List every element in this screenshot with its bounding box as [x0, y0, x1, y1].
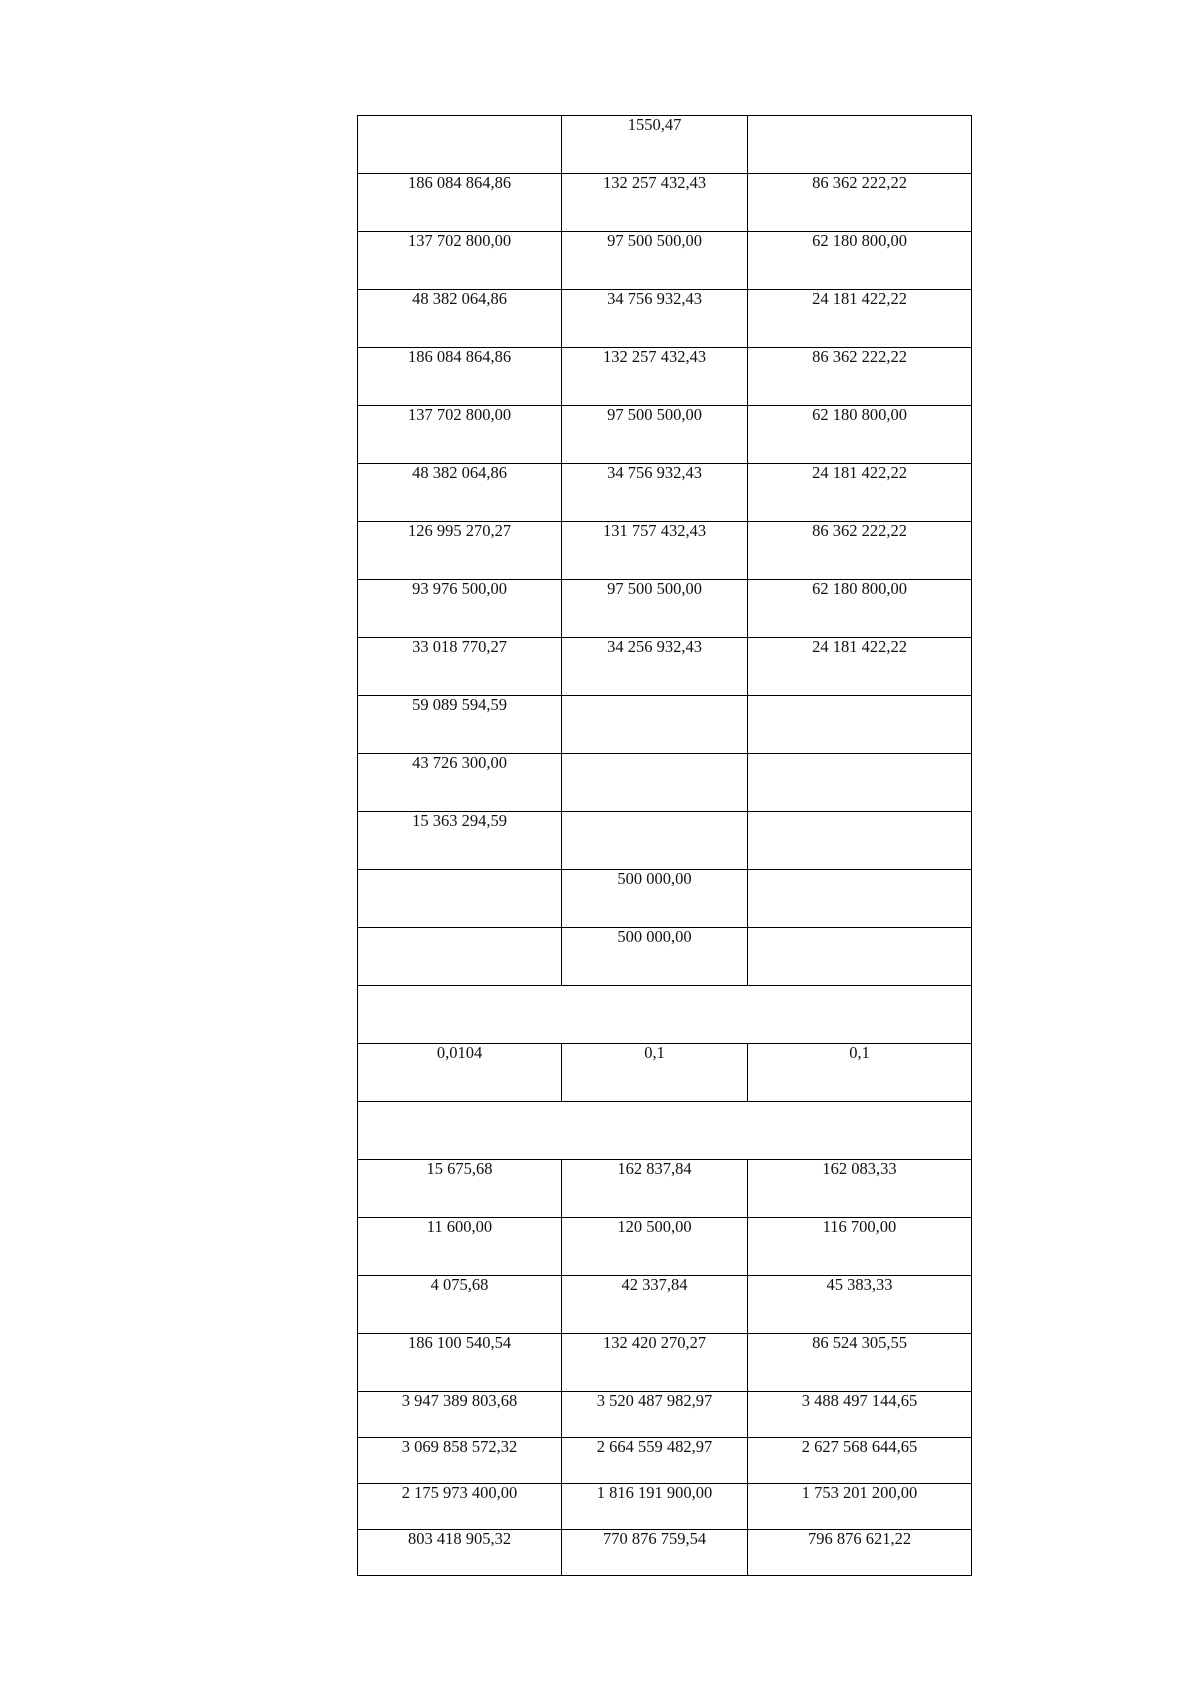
- table-cell: [748, 754, 972, 812]
- table-cell: 34 256 932,43: [562, 638, 748, 696]
- data-table: [357, 115, 972, 1576]
- table-row: [358, 174, 972, 232]
- table-row: [358, 1334, 972, 1392]
- table-cell: [358, 116, 562, 174]
- table-cell: 15 675,68: [358, 1160, 562, 1218]
- table-row: [358, 232, 972, 290]
- table-row: [358, 870, 972, 928]
- table-cell: 1550,47: [562, 116, 748, 174]
- table-row: [358, 580, 972, 638]
- table-cell: 186 100 540,54: [358, 1334, 562, 1392]
- table-cell: 3 069 858 572,32: [358, 1438, 562, 1484]
- table-row: [358, 1438, 972, 1484]
- table-cell: 186 084 864,86: [358, 348, 562, 406]
- table-row: [358, 290, 972, 348]
- table-cell: 1 816 191 900,00: [562, 1484, 748, 1530]
- table-cell: 116 700,00: [748, 1218, 972, 1276]
- table-cell: 3 520 487 982,97: [562, 1392, 748, 1438]
- table-cell: 162 083,33: [748, 1160, 972, 1218]
- table-cell: [358, 870, 562, 928]
- table-cell: 137 702 800,00: [358, 406, 562, 464]
- table-row: [358, 1484, 972, 1530]
- table-cell: 34 756 932,43: [562, 464, 748, 522]
- table-cell: 62 180 800,00: [748, 406, 972, 464]
- table-row: [358, 928, 972, 986]
- table-cell: 132 257 432,43: [562, 348, 748, 406]
- table-cell: 132 420 270,27: [562, 1334, 748, 1392]
- table-cell: 120 500,00: [562, 1218, 748, 1276]
- table-row: [358, 1392, 972, 1438]
- table-row: [358, 1160, 972, 1218]
- table-cell: 15 363 294,59: [358, 812, 562, 870]
- table-cell: 2 175 973 400,00: [358, 1484, 562, 1530]
- table-cell: 186 084 864,86: [358, 174, 562, 232]
- table-cell: 93 976 500,00: [358, 580, 562, 638]
- table-row: [358, 406, 972, 464]
- table-cell: 0,0104: [358, 1044, 562, 1102]
- table-cell: 132 257 432,43: [562, 174, 748, 232]
- table-cell: 34 756 932,43: [562, 290, 748, 348]
- table-cell: 500 000,00: [562, 870, 748, 928]
- table-row: [358, 1044, 972, 1102]
- table-cell: 131 757 432,43: [562, 522, 748, 580]
- table-row: [358, 116, 972, 174]
- table-cell: 3 488 497 144,65: [748, 1392, 972, 1438]
- table-cell: [562, 754, 748, 812]
- table-cell: 97 500 500,00: [562, 580, 748, 638]
- table-row: [358, 754, 972, 812]
- table-cell: 48 382 064,86: [358, 290, 562, 348]
- table-cell: 137 702 800,00: [358, 232, 562, 290]
- table-row: [358, 696, 972, 754]
- table-cell: 11 600,00: [358, 1218, 562, 1276]
- table-cell: 86 524 305,55: [748, 1334, 972, 1392]
- table-cell-merged: [358, 986, 972, 1044]
- table-cell: 97 500 500,00: [562, 406, 748, 464]
- table-cell: 3 947 389 803,68: [358, 1392, 562, 1438]
- table-cell: 33 018 770,27: [358, 638, 562, 696]
- table-cell: 2 627 568 644,65: [748, 1438, 972, 1484]
- table-row: [358, 1530, 972, 1576]
- table-cell: [748, 116, 972, 174]
- table-cell: 2 664 559 482,97: [562, 1438, 748, 1484]
- table-cell: 24 181 422,22: [748, 638, 972, 696]
- table-cell: 48 382 064,86: [358, 464, 562, 522]
- table-cell: [562, 812, 748, 870]
- table-cell: 43 726 300,00: [358, 754, 562, 812]
- table-cell: 796 876 621,22: [748, 1530, 972, 1576]
- table-row-merged: [358, 986, 972, 1044]
- table-cell: 803 418 905,32: [358, 1530, 562, 1576]
- table-cell: 45 383,33: [748, 1276, 972, 1334]
- table-cell: 500 000,00: [562, 928, 748, 986]
- table-row: [358, 464, 972, 522]
- table-cell: [748, 696, 972, 754]
- table-row: [358, 1218, 972, 1276]
- table-row-merged: [358, 1102, 972, 1160]
- table-cell: 162 837,84: [562, 1160, 748, 1218]
- table-cell: 126 995 270,27: [358, 522, 562, 580]
- table-cell: 86 362 222,22: [748, 348, 972, 406]
- table-cell: 0,1: [748, 1044, 972, 1102]
- table-cell: 62 180 800,00: [748, 232, 972, 290]
- table-cell: 62 180 800,00: [748, 580, 972, 638]
- table-cell: [748, 870, 972, 928]
- table-row: [358, 812, 972, 870]
- table-cell: [748, 812, 972, 870]
- table-cell: 4 075,68: [358, 1276, 562, 1334]
- table-cell: 86 362 222,22: [748, 522, 972, 580]
- table-cell-merged: [358, 1102, 972, 1160]
- table-row: [358, 522, 972, 580]
- table-cell: 97 500 500,00: [562, 232, 748, 290]
- table-row: [358, 638, 972, 696]
- table-cell: 42 337,84: [562, 1276, 748, 1334]
- table-cell: 1 753 201 200,00: [748, 1484, 972, 1530]
- table-cell: 24 181 422,22: [748, 464, 972, 522]
- table-row: [358, 348, 972, 406]
- table-cell: 86 362 222,22: [748, 174, 972, 232]
- table-cell: 24 181 422,22: [748, 290, 972, 348]
- table-cell: [358, 928, 562, 986]
- table-cell: [748, 928, 972, 986]
- table-cell: [562, 696, 748, 754]
- data-table-body: [358, 116, 972, 1576]
- table-row: [358, 1276, 972, 1334]
- table-cell: 59 089 594,59: [358, 696, 562, 754]
- table-cell: 0,1: [562, 1044, 748, 1102]
- table-cell: 770 876 759,54: [562, 1530, 748, 1576]
